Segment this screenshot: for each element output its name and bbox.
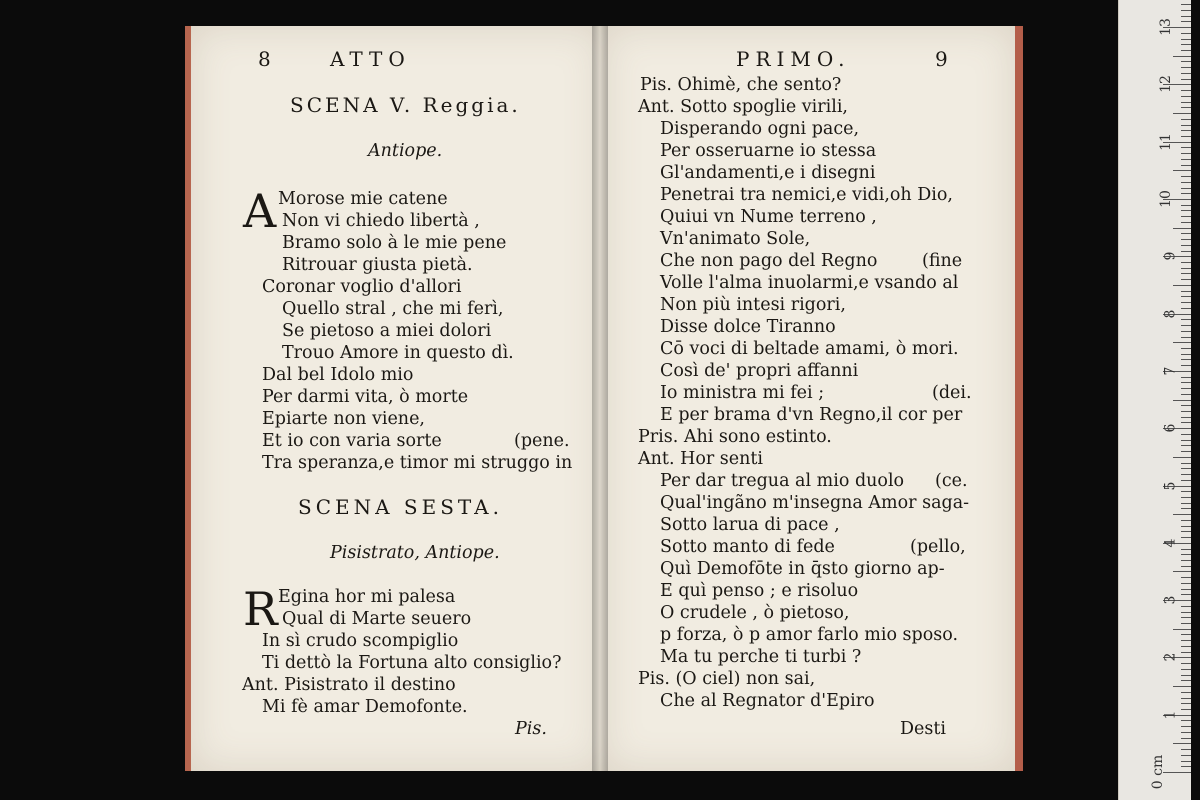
ruler-tick [1181,405,1191,406]
ruler-tick [1181,354,1191,355]
verse-line: E per brama d'vn Regno,il cor per [660,405,963,425]
ruler-tick [1181,503,1191,504]
verse-line: Per osseruarne io stessa [660,141,877,161]
ruler-tick [1181,440,1191,441]
ruler-tick [1181,480,1191,481]
ruler-tick [1181,709,1191,710]
ruler-tick [1181,617,1191,618]
ruler-tick [1181,239,1191,240]
verse-line: Cō voci di beltade amami, ò mori. [660,339,959,359]
verse-line: Egina hor mi palesa [278,587,456,607]
verse-line: E quì penso ; e risoluo [660,581,859,601]
turnover-word: (pello, [910,537,966,557]
ruler-tick [1181,491,1191,492]
ruler-tick [1181,680,1191,681]
ruler-tick [1181,233,1191,234]
ruler-tick [1181,153,1191,154]
ruler-number: 4 [1162,538,1179,548]
ruler-tick [1181,560,1191,561]
ruler-tick [1181,388,1191,389]
measuring-ruler [1118,0,1191,800]
catchword: Desti [900,719,946,739]
verse-line: Ritrouar giusta pietà. [282,255,473,275]
ruler-tick [1181,761,1191,762]
verse-line: Disperando ogni pace, [660,119,860,139]
ruler-tick [1181,720,1191,721]
ruler-tick [1181,755,1191,756]
verse-line: Per darmi vita, ò morte [262,387,469,407]
ruler-tick [1181,377,1191,378]
ruler-tick [1181,463,1191,464]
ruler-tick [1181,612,1191,613]
verse-line: Gl'andamenti,e i disegni [660,163,876,183]
ruler-tick [1181,159,1191,160]
ruler-tick [1181,537,1191,538]
ruler-tick [1181,273,1191,274]
ruler-tick [1181,726,1191,727]
verse-line: Bramo solo à le mie pene [282,233,507,253]
page-number-left: 8 [258,47,277,71]
ruler-tick [1181,90,1191,91]
scene-title: SCENA SESTA. [298,495,503,519]
ruler-tick [1181,675,1191,676]
ruler-tick [1181,566,1191,567]
verse-line: Pis. (O ciel) non sai, [638,669,816,689]
ruler-tick [1181,749,1191,750]
ruler-tick [1181,262,1191,263]
verse-line: Che non pago del Regno [660,251,878,271]
verse-line: Morose mie catene [278,189,448,209]
verse-line: Quì Demofōte in q̄sto giorno ap- [660,559,945,579]
verse-line: Io ministra mi fei ; [660,383,825,403]
verse-line: Non vi chiedo libertà , [282,211,480,231]
ruler-tick [1181,434,1191,435]
ruler-tick [1173,514,1191,515]
ruler-tick [1181,268,1191,269]
ruler-tick [1181,182,1191,183]
ruler-number: 2 [1162,652,1179,662]
ruler-tick [1173,342,1191,343]
ruler-tick [1173,56,1191,57]
ruler-tick [1181,147,1191,148]
catchword: Pis. [515,719,547,739]
ruler-tick [1181,692,1191,693]
page-number-right: 9 [935,47,954,71]
ruler-tick [1181,554,1191,555]
verse-line: Ant. Pisistrato il destino [242,675,456,695]
ruler-number: 10 [1158,190,1175,208]
ruler-tick [1181,4,1191,5]
ruler-tick [1181,50,1191,51]
ruler-tick [1181,325,1191,326]
verse-line: Et io con varia sorte [262,431,442,451]
ruler-tick [1181,698,1191,699]
verse-line: Tra speranza,e timor mi struggo in [262,453,573,473]
ruler-tick [1181,474,1191,475]
ruler-tick [1181,210,1191,211]
ruler-tick [1181,703,1191,704]
ruler-tick [1181,497,1191,498]
ruler-number: 3 [1162,595,1179,605]
character-heading: Pisistrato, Antiope. [330,543,500,563]
turnover-word: (fine [922,251,963,271]
ruler-tick [1181,96,1191,97]
ruler-tick [1181,359,1191,360]
verse-line: Ti dettò la Fortuna alto consiglio? [262,653,562,673]
ruler-tick [1181,193,1191,194]
verse-line: Epiarte non viene, [262,409,425,429]
verse-line: Pris. Ahi sono estinto. [638,427,832,447]
ruler-tick [1173,228,1191,229]
ruler-number: 12 [1158,75,1175,94]
ruler-tick [1181,291,1191,292]
verse-line: Pis. Ohimè, che sento? [640,75,842,95]
ruler-number: 7 [1162,366,1179,376]
ruler-tick [1181,222,1191,223]
ruler-tick [1181,417,1191,418]
ruler-number: 1 [1162,710,1179,720]
turnover-word: (dei. [932,383,972,403]
verse-line: Ma tu perche ti turbi ? [660,647,862,667]
ruler-tick [1181,382,1191,383]
ruler-tick [1181,549,1191,550]
ruler-tick [1181,10,1191,11]
verse-line: Vn'animato Sole, [660,229,811,249]
turnover-word: (pene. [514,431,570,451]
ruler-tick [1181,302,1191,303]
verse-line: Ant. Hor senti [638,449,764,469]
ruler-tick [1181,67,1191,68]
ruler-tick [1181,125,1191,126]
ruler-tick [1181,188,1191,189]
verse-line: Se pietoso a miei dolori [282,321,492,341]
ruler-tick [1173,743,1191,744]
verse-line: Ant. Sotto spoglie virili, [638,97,848,117]
verse-line: O crudele , ò pietoso, [660,603,850,623]
verse-line: Volle l'alma inuolarmi,e vsando al [660,273,959,293]
ruler-tick [1181,623,1191,624]
ruler-number: 11 [1158,132,1175,151]
ruler-tick [1181,526,1191,527]
ruler-tick [1181,308,1191,309]
ruler-tick [1181,508,1191,509]
ruler-tick [1181,589,1191,590]
ruler-tick [1181,520,1191,521]
ruler-tick [1181,61,1191,62]
ruler-number: 0 cm [1149,754,1166,790]
ruler-tick [1181,245,1191,246]
verse-line: Qual'ingãno m'insegna Amor saga- [660,493,970,513]
ruler-tick [1181,107,1191,108]
verse-line: Quiui vn Nume terreno , [660,207,877,227]
ruler-tick [1181,176,1191,177]
ruler-tick [1181,583,1191,584]
ruler-tick [1173,629,1191,630]
ruler-tick [1181,652,1191,653]
ruler-tick [1181,21,1191,22]
ruler-tick [1173,400,1191,401]
running-header-left: ATTO [330,47,411,71]
ruler-tick [1163,772,1191,773]
ruler-tick [1173,571,1191,572]
verse-line: p forza, ò p amor farlo mio sposo. [660,625,959,645]
ruler-tick [1181,130,1191,131]
ruler-tick [1181,279,1191,280]
running-header-right: PRIMO. [736,47,851,71]
ruler-tick [1181,422,1191,423]
book-gutter [592,26,608,771]
verse-line: Per dar tregua al mio duolo [660,471,905,491]
verse-line: Quello stral , che mi ferì, [282,299,504,319]
ruler-tick [1173,285,1191,286]
ruler-tick [1181,732,1191,733]
ruler-tick [1181,451,1191,452]
ruler-tick [1181,79,1191,80]
verse-line: Mi fè amar Demofonte. [262,697,468,717]
ruler-tick [1181,33,1191,34]
ruler-tick [1181,663,1191,664]
ruler-tick [1181,216,1191,217]
ruler-tick [1181,251,1191,252]
ruler-tick [1181,577,1191,578]
ruler-tick [1173,457,1191,458]
ruler-tick [1181,646,1191,647]
ruler-number: 8 [1162,309,1179,319]
verse-line: Coronar voglio d'allori [262,277,462,297]
verse-line: Qual di Marte seuero [282,609,472,629]
ruler-tick [1181,365,1191,366]
ruler-tick [1181,394,1191,395]
ruler-tick [1181,102,1191,103]
ruler-tick [1181,319,1191,320]
verse-line: Disse dolce Tiranno [660,317,836,337]
drop-capital: R [243,582,278,636]
scene-title: SCENA V. Reggia. [290,93,521,117]
ruler-tick [1181,296,1191,297]
ruler-tick [1181,73,1191,74]
verse-line: Sotto larua di pace , [660,515,840,535]
verse-line: Penetrai tra nemici,e vidi,oh Dio, [660,185,953,205]
ruler-number: 5 [1162,481,1179,490]
ruler-tick [1181,44,1191,45]
verse-line: Trouo Amore in questo dì. [282,343,514,363]
ruler-tick [1181,119,1191,120]
ruler-tick [1181,606,1191,607]
ruler-tick [1181,39,1191,40]
ruler-tick [1181,738,1191,739]
ruler-number: 9 [1162,251,1179,261]
ruler-tick [1181,16,1191,17]
verse-line: Dal bel Idolo mio [262,365,414,385]
ruler-tick [1181,640,1191,641]
verse-line: In sì crudo scompiglio [262,631,459,651]
character-heading: Antiope. [368,141,443,161]
ruler-tick [1181,411,1191,412]
ruler-tick [1181,669,1191,670]
ruler-tick [1181,634,1191,635]
ruler-number: 13 [1158,18,1175,37]
verse-line: Non più intesi rigori, [660,295,846,315]
ruler-tick [1181,165,1191,166]
ruler-tick [1181,445,1191,446]
verse-line: Sotto manto di fede [660,537,835,557]
ruler-tick [1173,113,1191,114]
turnover-word: (ce. [935,471,968,491]
ruler-tick [1181,331,1191,332]
drop-capital: A [243,184,277,238]
ruler-number: 6 [1162,423,1179,433]
ruler-tick [1181,205,1191,206]
verse-line: Che al Regnator d'Epiro [660,691,875,711]
ruler-tick [1181,468,1191,469]
ruler-tick [1181,531,1191,532]
ruler-tick [1181,594,1191,595]
verse-line: Così de' propri affanni [660,361,859,381]
ruler-tick [1181,766,1191,767]
ruler-tick [1173,686,1191,687]
ruler-tick [1181,337,1191,338]
ruler-tick [1173,170,1191,171]
ruler-tick [1181,348,1191,349]
ruler-tick [1181,136,1191,137]
